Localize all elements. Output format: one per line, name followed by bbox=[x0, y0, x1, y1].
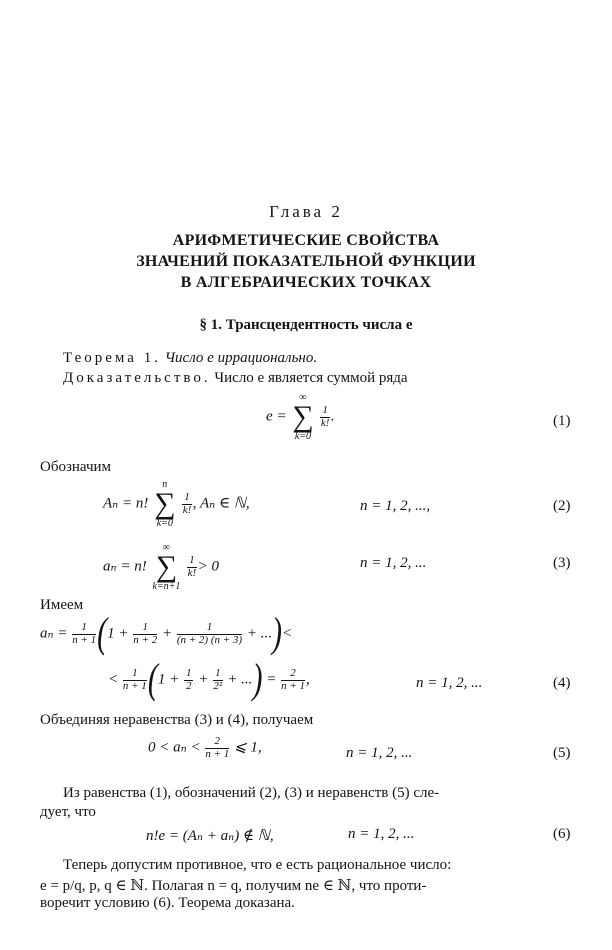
theorem-statement: Число e иррационально. bbox=[164, 350, 318, 366]
eq1-lhs: e = bbox=[266, 408, 287, 425]
sum-lower: k=0 bbox=[156, 517, 173, 529]
equation-label-3: (3) bbox=[553, 555, 571, 571]
fraction: $\frac{1}{k!}$ bbox=[320, 404, 330, 429]
fraction: $\frac{1}{k!}$ bbox=[187, 554, 197, 579]
suppose-text-1: Теперь допустим противное, что e есть рациональное число: bbox=[63, 857, 452, 873]
chapter-heading: Глава 2 bbox=[269, 202, 343, 221]
eq5-range: n = 1, 2, ... bbox=[346, 745, 413, 761]
sum-upper: ∞ bbox=[299, 392, 307, 403]
sum-sign: ∞ ∑ k=0 bbox=[292, 392, 314, 442]
have-text: Имеем bbox=[40, 597, 84, 613]
chapter-title-line-3: В АЛГЕБРАИЧЕСКИХ ТОЧКАХ bbox=[180, 274, 432, 291]
equation-label-2: (2) bbox=[553, 498, 571, 514]
fraction: $\frac{1}{n + 1}$ bbox=[122, 666, 147, 692]
eq3-tail: > 0 bbox=[197, 558, 220, 575]
equation-5: 0 < aₙ < $\frac{2}{n + 1}$ ⩽ 1, bbox=[148, 735, 262, 760]
equation-label-1: (1) bbox=[553, 413, 571, 429]
combine-text: Объединяя неравенства (3) и (4), получаем bbox=[40, 712, 314, 728]
suppose-text-3: воречит условию (6). Теорема доказана. bbox=[40, 895, 295, 911]
equation-4b: < $\frac{1}{n + 1}$ (1 + $\frac{1}{2}$ + $\frac{1}{\text{2²}}$ + ...) = $\frac{2}{n + 1}$ , bbox=[108, 656, 310, 703]
eq3-lhs: aₙ = n! bbox=[103, 558, 147, 575]
from-text-1: Из равенства (1), обозначений (2), (3) и неравенств (5) сле- bbox=[63, 785, 440, 801]
proof-intro: Число e является суммой ряда bbox=[214, 370, 408, 386]
fraction: $\frac{1}{n + 2}$ bbox=[133, 620, 158, 646]
sum-sign: ∞ ∑ k=n+1 bbox=[152, 542, 181, 592]
chapter-title-line-1: АРИФМЕТИЧЕСКИЕ СВОЙСТВА bbox=[172, 232, 440, 249]
chapter-title-line-2: ЗНАЧЕНИЙ ПОКАЗАТЕЛЬНОЙ ФУНКЦИИ bbox=[136, 253, 476, 270]
sum-sign: n ∑ k=0 bbox=[154, 479, 176, 529]
equation-label-4: (4) bbox=[553, 675, 571, 691]
fraction: $\frac{2}{n + 1}$ bbox=[205, 735, 230, 760]
proof-line bbox=[63, 370, 408, 387]
eq3-range: n = 1, 2, ... bbox=[360, 555, 427, 571]
fraction: $\frac{1}{n + 1}$ bbox=[72, 620, 97, 646]
denote-text: Обозначим bbox=[40, 459, 112, 475]
equation-label-6: (6) bbox=[553, 826, 571, 842]
sum-upper: n bbox=[162, 479, 168, 490]
theorem-label: Теорема 1. bbox=[63, 350, 161, 366]
sum-upper: ∞ bbox=[162, 542, 170, 553]
equation-1: e = ∞ ∑ k=0 $\frac{1}{k!}$ . bbox=[266, 392, 335, 442]
eq2-lhs: Aₙ = n! bbox=[103, 495, 149, 512]
section-heading: § 1. Трансцендентность числа e bbox=[199, 317, 413, 333]
equation-label-5: (5) bbox=[553, 745, 571, 761]
suppose-text-2: e = p/q, p, q ∈ ℕ. Полагая n = q, получим ne ∈ ℕ, что проти- bbox=[40, 878, 427, 894]
equation-2 bbox=[103, 480, 250, 529]
equation-3 bbox=[103, 543, 219, 592]
eq6-range: n = 1, 2, ... bbox=[348, 826, 415, 842]
eq2-tail: , Aₙ ∈ ℕ, bbox=[192, 495, 250, 512]
fraction: $\frac{2}{n + 1}$ bbox=[281, 666, 305, 692]
proof-label: Доказательство. bbox=[63, 370, 211, 386]
fraction: $\frac{1}{(n + 2) (n + 3)}$ bbox=[176, 620, 243, 646]
from-text-2: дует, что bbox=[40, 804, 96, 820]
eq2-range: n = 1, 2, ..., bbox=[360, 498, 431, 514]
fraction: $\frac{1}{k!}$ bbox=[182, 491, 192, 516]
eq4-range: n = 1, 2, ... bbox=[416, 675, 483, 691]
fraction: $\frac{1}{\text{2²}}$ bbox=[213, 666, 223, 692]
equation-6: n!e = (Aₙ + aₙ) ∉ ℕ, bbox=[146, 828, 274, 844]
sum-lower: k=n+1 bbox=[152, 580, 181, 592]
theorem-line bbox=[63, 350, 317, 367]
fraction: $\frac{1}{2}$ bbox=[185, 666, 192, 692]
sum-lower: k=0 bbox=[294, 430, 312, 442]
equation-4a: aₙ = $\frac{1}{n + 1}$ (1 + $\frac{1}{n + 2}$ + $\frac{1}{(n + 2) (n + 3)}$ + ...)< bbox=[40, 610, 293, 657]
